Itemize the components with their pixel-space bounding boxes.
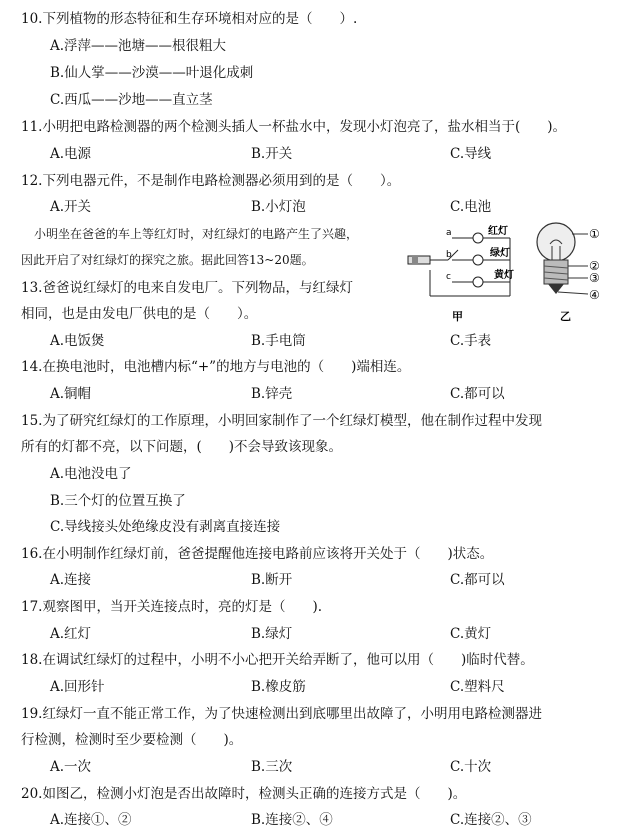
question-14-option-a[interactable]: A.铜帽 (50, 386, 92, 402)
figure-caption-yi: 乙 (560, 310, 571, 323)
question-11-option-b[interactable]: B.开关 (251, 146, 293, 162)
question-18-stem: 18.在调试红绿灯的过程中，小明不小心把开关给弄断了，他可以用（ )临时代替。 (21, 652, 534, 668)
question-16-option-a[interactable]: A.连接 (50, 572, 92, 588)
question-15-option-a[interactable]: A.电池没电了 (50, 466, 132, 482)
figure-yi-bulb (528, 220, 614, 324)
circuit-label-c: c (446, 272, 451, 282)
question-14-stem: 14.在换电池时，电池槽内标“+”的地方与电池的（ )端相连。 (21, 359, 411, 375)
question-11-stem: 11.小明把电路检测器的两个检测头插人一杯盐水中，发现小灯泡亮了，盐水相当于( )。 (21, 119, 567, 135)
question-15-stem-line-2: 所有的灯都不亮，以下问题，( )不会导致该现象。 (21, 439, 343, 455)
bulb-part-2: ② (589, 259, 600, 273)
question-11-option-a[interactable]: A.电源 (50, 146, 92, 162)
intro-line-1: 小明坐在爸爸的车上等红灯时，对红绿灯的电路产生了兴趣， (34, 227, 359, 241)
question-14-option-c[interactable]: C.都可以 (450, 386, 505, 402)
question-10-stem: 10.下列植物的形态特征和生存环境相对应的是（ ）. (21, 11, 358, 27)
intro-line-2: 因此开启了对红绿灯的探究之旅。据此回答13~20题。 (21, 253, 314, 267)
question-17-option-a[interactable]: A.红灯 (50, 626, 92, 642)
figure-caption-jia: 甲 (452, 310, 463, 323)
question-10-option-b[interactable]: B.仙人掌——沙漠——叶退化成刺 (50, 65, 254, 81)
question-17-option-c[interactable]: C.黄灯 (450, 626, 492, 642)
question-12-option-a[interactable]: A.开关 (50, 199, 92, 215)
question-16-option-b[interactable]: B.断开 (251, 572, 293, 588)
question-13-option-b[interactable]: B.手电筒 (251, 333, 306, 349)
circuit-label-a: a (446, 228, 452, 238)
question-12-option-b[interactable]: B.小灯泡 (251, 199, 306, 215)
question-11-option-c[interactable]: C.导线 (450, 146, 492, 162)
circuit-label-b: b (446, 250, 452, 260)
question-18-option-b[interactable]: B.橡皮筋 (251, 679, 306, 695)
question-15-option-c[interactable]: C.导线接头处绝缘皮没有剥离直接连接 (50, 519, 281, 535)
question-18-option-c[interactable]: C.塑料尺 (450, 679, 505, 695)
question-12-option-c[interactable]: C.电池 (450, 199, 492, 215)
question-20-option-b[interactable]: B.连接②、④ (251, 812, 333, 828)
question-15-stem-line-1: 15.为了研究红绿灯的工作原理，小明回家制作了一个红绿灯模型，他在制作过程中发现 (21, 413, 542, 429)
question-18-option-a[interactable]: A.回形针 (50, 679, 105, 695)
light-label-green: 绿灯 (490, 248, 510, 259)
question-19-stem-line-1: 19.红绿灯一直不能正常工作，为了快速检测出到底哪里出故障了，小明用电路检测器进 (21, 706, 542, 722)
light-label-yellow: 黄灯 (494, 270, 514, 281)
question-20-option-c[interactable]: C.连接②、③ (450, 812, 532, 828)
question-13-stem-line-1: 13.爸爸说红绿灯的电来自发电厂。下列物品，与红绿灯 (21, 280, 353, 296)
bulb-part-4: ④ (589, 288, 600, 302)
question-19-stem-line-2: 行检测，检测时至少要检测（ )。 (21, 732, 243, 748)
bulb-part-1: ① (589, 227, 600, 241)
question-13-stem-line-2: 相同，也是由发电厂供电的是（ ）。 (21, 306, 258, 322)
question-16-stem: 16.在小明制作红绿灯前，爸爸提醒他连接电路前应该将开关处于（ )状态。 (21, 546, 494, 562)
question-10-option-c[interactable]: C.西瓜——沙地——直立茎 (50, 92, 213, 108)
question-16-option-c[interactable]: C.都可以 (450, 572, 505, 588)
question-13-option-a[interactable]: A.电饭煲 (50, 333, 105, 349)
question-19-option-c[interactable]: C.十次 (450, 759, 492, 775)
question-19-option-b[interactable]: B.三次 (251, 759, 293, 775)
question-20-option-a[interactable]: A.连接①、② (50, 812, 132, 828)
question-10-option-a[interactable]: A.浮萍——池塘——根很粗大 (50, 38, 227, 54)
bulb-part-3: ③ (589, 271, 600, 285)
question-15-option-b[interactable]: B.三个灯的位置互换了 (50, 493, 186, 509)
question-17-option-b[interactable]: B.绿灯 (251, 626, 293, 642)
light-label-red: 红灯 (488, 226, 508, 237)
question-12-stem: 12.下列电器元件，不是制作电路检测器必须用到的是（ ）。 (21, 173, 401, 189)
question-20-stem: 20.如图乙，检测小灯泡是否出故障时，检测头正确的连接方式是（ )。 (21, 786, 467, 802)
question-17-stem: 17.观察图甲，当开关连接点时，亮的灯是（ ). (21, 599, 323, 615)
question-13-option-c[interactable]: C.手表 (450, 333, 492, 349)
question-19-option-a[interactable]: A.一次 (50, 759, 92, 775)
question-14-option-b[interactable]: B.锌壳 (251, 386, 293, 402)
figure-jia-circuit (400, 220, 530, 324)
